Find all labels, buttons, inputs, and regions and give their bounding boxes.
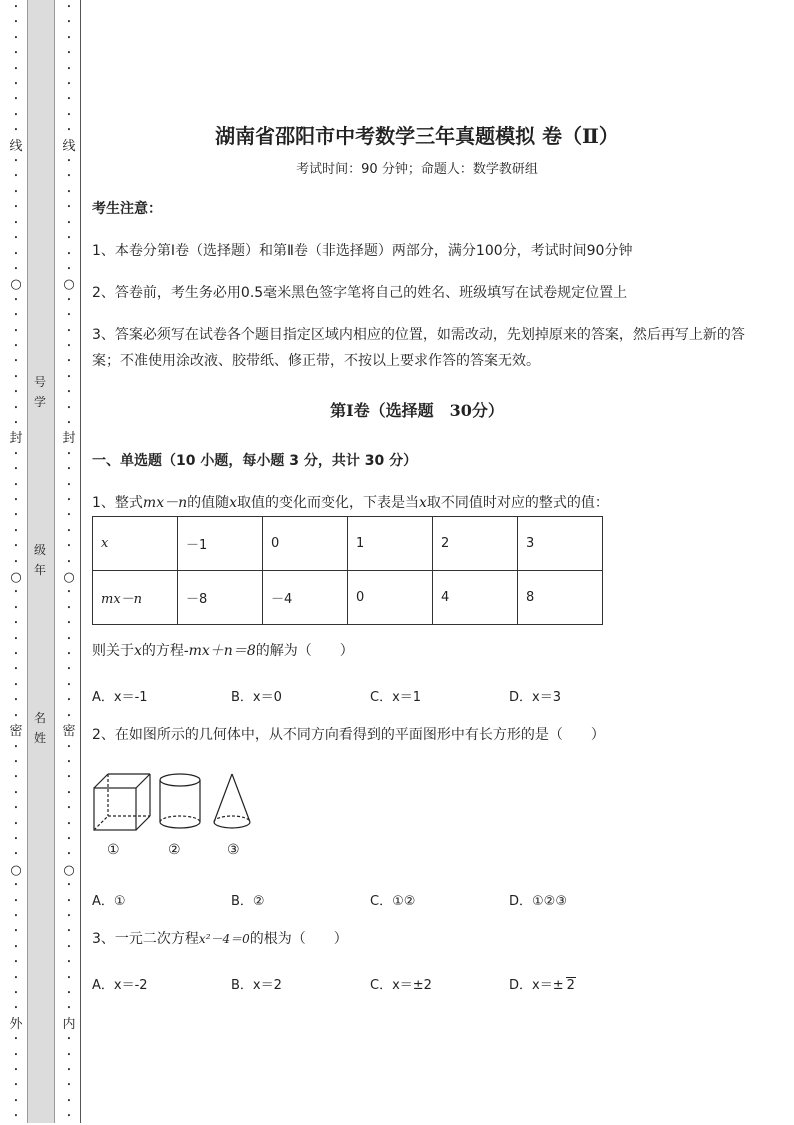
table-cell: 8 — [518, 571, 603, 625]
margin-dot: • — [66, 126, 72, 135]
table-cell: －1 — [178, 517, 263, 571]
margin-dot: • — [66, 834, 72, 843]
cube-shape — [94, 774, 150, 830]
margin-dot: • — [13, 804, 19, 813]
cylinder-shape — [160, 774, 200, 828]
margin-dot: • — [66, 203, 72, 212]
margin-dot: • — [66, 665, 72, 674]
exam-title: 湖南省邵阳市中考数学三年真题模拟 卷（Ⅱ） — [215, 124, 619, 148]
margin-dot: • — [13, 603, 19, 612]
margin-dot: • — [66, 711, 72, 720]
margin-dot: • — [13, 326, 19, 335]
part-title: 一、单选题（10 小题，每小题 3 分，共计 30 分） — [92, 453, 418, 469]
margin-dot: • — [13, 757, 19, 766]
margin-dot: • — [66, 927, 72, 936]
margin-dot: • — [13, 157, 19, 166]
margin-dot: • — [66, 80, 72, 89]
margin-dot: • — [13, 1112, 19, 1121]
margin-label: ○ — [10, 277, 22, 293]
margin-dot: • — [66, 650, 72, 659]
notice-item-3: 3、答案必须写在试卷各个题目指定区域内相应的位置，如需改动，先划掉原来的答案，然后再写上新的答案；不准使用涂改液、胶带纸、修正带，不按以上要求作答的答案无效。 — [92, 327, 745, 369]
margin-label: ○ — [63, 277, 75, 293]
bar-label-name: 名 姓 — [33, 711, 46, 745]
margin-dot: • — [13, 850, 19, 859]
section-title: 第Ⅰ卷（选择题 30分） — [330, 401, 504, 420]
notice-item-2: 2、答卷前，考生务必用0.5毫米黑色签字笔将自己的姓名、班级填写在试卷规定位置上 — [92, 285, 628, 301]
margin-label: 密 — [62, 724, 76, 740]
margin-dot: • — [66, 295, 72, 304]
margin-dot: • — [66, 496, 72, 504]
q3-option-a[interactable]: A．x＝-2 — [92, 978, 148, 993]
bar-label-grade: 级 年 — [33, 543, 46, 577]
margin-dot: • — [13, 80, 19, 89]
margin-dot: • — [13, 788, 19, 797]
margin-dot: • — [66, 603, 72, 612]
margin-dot: • — [66, 680, 72, 689]
margin-dot: • — [13, 110, 19, 119]
margin-dot: • — [66, 1066, 72, 1075]
q1-option-c[interactable]: C．x＝1 — [370, 690, 422, 705]
margin-dot: • — [66, 911, 72, 920]
margin-dot: • — [66, 110, 72, 119]
margin-dot: • — [13, 234, 19, 243]
margin-dot: • — [66, 95, 72, 104]
table-row — [93, 571, 603, 625]
margin-dot: • — [13, 773, 19, 782]
margin-dot: • — [66, 49, 72, 58]
margin-dot: • — [13, 742, 19, 751]
margin-label: 线 — [62, 138, 76, 154]
margin-label: 线 — [9, 138, 23, 154]
margin-dot: • — [66, 264, 72, 273]
margin-dot: • — [66, 850, 72, 859]
q2-option-d[interactable]: D．①②③ — [509, 894, 567, 909]
table-cell: 0 — [263, 517, 348, 571]
margin-dot: • — [66, 1096, 72, 1105]
margin-dot: • — [66, 942, 72, 951]
margin-dot: • — [13, 95, 19, 104]
margin-dot: • — [13, 295, 19, 304]
margin-dot: • — [13, 388, 19, 397]
q2-solids-figure — [92, 770, 262, 836]
outer-dot-column — [9, 0, 23, 1125]
table-cell: 1 — [348, 517, 433, 571]
q2-stem: 2、在如图所示的几何体中，从不同方向看得到的平面图形中有长方形的是（ ） — [92, 727, 605, 743]
margin-dot: • — [66, 18, 72, 27]
margin-dot: • — [66, 526, 72, 535]
margin-dot: • — [13, 249, 19, 258]
margin-dot: • — [13, 588, 19, 597]
margin-dot: • — [66, 480, 72, 489]
margin-dot: • — [13, 973, 19, 982]
margin-dot: • — [66, 619, 72, 628]
margin-dot: • — [13, 187, 19, 196]
inner-dot-column — [62, 0, 76, 1125]
table-cell: －8 — [178, 571, 263, 625]
table-cell: 2 — [433, 517, 518, 571]
margin-dot: • — [66, 1081, 72, 1090]
q1-option-a[interactable]: A．x＝-1 — [92, 690, 148, 705]
q1-expr: mx－n — [142, 495, 188, 511]
margin-dot: • — [13, 418, 19, 427]
margin-label: 密 — [9, 724, 23, 740]
q1-stem: 1、整式mx－n的值随x取值的变化而变化，下表是当x取不同值时对应的整式的值： — [92, 495, 609, 511]
margin-dot: • — [66, 1004, 72, 1013]
figure-label-3: ③ — [227, 842, 240, 858]
margin-dot: • — [13, 942, 19, 951]
margin-dot: • — [13, 927, 19, 936]
margin-label: 外 — [9, 1016, 23, 1032]
margin-dot: • — [13, 480, 19, 489]
margin-dot: • — [13, 680, 19, 689]
q1-option-b[interactable]: B．x＝0 — [231, 690, 282, 705]
margin-label: ○ — [10, 862, 22, 878]
margin-dot: • — [66, 234, 72, 243]
margin-dot: • — [13, 372, 19, 381]
margin-dot: • — [66, 773, 72, 782]
margin-dot: • — [66, 881, 72, 890]
margin-dot: • — [13, 526, 19, 535]
margin-dot: • — [66, 896, 72, 905]
margin-dot: • — [13, 18, 19, 27]
margin-dot: • — [13, 33, 19, 42]
margin-dot: • — [13, 1066, 19, 1075]
margin-dot: • — [66, 33, 72, 42]
q3-stem: 3、一元二次方程x²－4＝0的根为（ ） — [92, 931, 348, 947]
margin-dot: • — [13, 311, 19, 320]
margin-dot: • — [13, 619, 19, 628]
binding-margin — [0, 0, 90, 1123]
margin-dot: • — [13, 834, 19, 843]
margin-dot: • — [66, 819, 72, 828]
margin-dot: • — [13, 819, 19, 828]
margin-dot: • — [13, 896, 19, 905]
margin-dot: • — [13, 203, 19, 212]
margin-label: ○ — [63, 570, 75, 586]
margin-dot: • — [66, 1035, 72, 1044]
q2-option-b[interactable]: B．② — [231, 894, 265, 909]
margin-dot: • — [66, 372, 72, 381]
margin-dot: • — [66, 311, 72, 320]
margin-divider-line — [80, 0, 81, 1123]
margin-dot: • — [66, 588, 72, 597]
margin-dot: • — [66, 3, 72, 11]
q1-followup: 则关于x的方程-mx＋n＝8的解为（ ） — [92, 643, 354, 659]
margin-label: 封 — [9, 431, 23, 447]
table-cell: mx－n — [93, 571, 178, 625]
table-row — [93, 517, 603, 571]
q2-option-c[interactable]: C．①② — [370, 894, 416, 909]
margin-label: 封 — [62, 431, 76, 447]
margin-dot: • — [13, 665, 19, 674]
margin-dot: • — [13, 696, 19, 705]
margin-dot: • — [13, 911, 19, 920]
margin-dot: • — [13, 49, 19, 58]
figure-label-2: ② — [168, 842, 181, 858]
margin-dot: • — [66, 557, 72, 566]
margin-dot: • — [66, 357, 72, 366]
margin-dot: • — [66, 388, 72, 397]
q3-option-b[interactable]: B．x＝2 — [231, 978, 282, 993]
margin-dot: • — [66, 1050, 72, 1059]
margin-dot: • — [13, 218, 19, 227]
margin-dot: • — [66, 187, 72, 196]
margin-dot: • — [13, 172, 19, 181]
margin-dot: • — [13, 542, 19, 551]
margin-dot: • — [13, 650, 19, 659]
margin-dot: • — [66, 157, 72, 166]
margin-dot: • — [13, 465, 19, 474]
margin-dot: • — [13, 264, 19, 273]
margin-dot: • — [13, 989, 19, 997]
margin-dot: • — [66, 418, 72, 427]
q2-option-a[interactable]: A．① — [92, 894, 126, 909]
margin-dot: • — [13, 1081, 19, 1090]
margin-dot: • — [66, 757, 72, 766]
margin-dot: • — [13, 1004, 19, 1013]
margin-label: ○ — [63, 862, 75, 878]
margin-dot: • — [66, 172, 72, 181]
margin-dot: • — [13, 881, 19, 890]
margin-dot: • — [13, 557, 19, 566]
margin-dot: • — [13, 341, 19, 350]
margin-dot: • — [13, 496, 19, 504]
margin-dot: • — [66, 449, 72, 458]
margin-dot: • — [66, 1112, 72, 1121]
margin-dot: • — [13, 403, 19, 412]
margin-dot: • — [66, 465, 72, 474]
margin-dot: • — [13, 126, 19, 135]
q3-option-d[interactable]: D．x＝± 2 — [509, 978, 575, 993]
cone-shape — [214, 774, 250, 828]
margin-dot: • — [66, 511, 72, 520]
margin-dot: • — [66, 958, 72, 967]
exam-subtitle: 考试时间：90 分钟；命题人：数学教研组 — [296, 162, 538, 177]
margin-dot: • — [13, 1050, 19, 1059]
margin-dot: • — [13, 958, 19, 967]
margin-dot: • — [13, 1035, 19, 1044]
figure-label-1: ① — [107, 842, 120, 858]
margin-dot: • — [66, 788, 72, 797]
notice-heading: 考生注意： — [92, 201, 162, 217]
table-cell: －4 — [263, 571, 348, 625]
margin-label: 内 — [62, 1016, 76, 1032]
margin-label: ○ — [10, 570, 22, 586]
notice-item-1: 1、本卷分第Ⅰ卷（选择题）和第Ⅱ卷（非选择题）两部分，满分100分，考试时间90分钟 — [92, 243, 633, 259]
margin-dot: • — [66, 634, 72, 643]
margin-dot: • — [13, 357, 19, 366]
margin-dot: • — [66, 542, 72, 551]
margin-dot: • — [66, 218, 72, 227]
margin-dot: • — [13, 3, 19, 11]
table-cell: x — [93, 517, 178, 571]
margin-dot: • — [13, 711, 19, 720]
q3-option-c[interactable]: C．x＝±2 — [370, 978, 432, 993]
margin-dot: • — [66, 804, 72, 813]
margin-dot: • — [66, 64, 72, 73]
table-cell: 0 — [348, 571, 433, 625]
q1-option-d[interactable]: D．x＝3 — [509, 690, 561, 705]
margin-dot: • — [66, 403, 72, 412]
margin-dot: • — [66, 249, 72, 258]
q3-equation: x²－4＝0 — [198, 932, 250, 946]
margin-dot: • — [66, 326, 72, 335]
table-cell: 3 — [518, 517, 603, 571]
margin-dot: • — [66, 742, 72, 751]
margin-dot: • — [66, 341, 72, 350]
q1-value-table — [92, 516, 603, 625]
margin-dot: • — [13, 64, 19, 73]
bar-label-student-id: 号 学 — [33, 375, 46, 409]
margin-dot: • — [13, 1096, 19, 1105]
margin-dot: • — [13, 634, 19, 643]
margin-dot: • — [66, 989, 72, 997]
table-cell: 4 — [433, 571, 518, 625]
margin-dot: • — [13, 511, 19, 520]
margin-dot: • — [66, 696, 72, 705]
sqrt-radicand: 2 — [566, 978, 575, 993]
margin-dot: • — [13, 449, 19, 458]
margin-dot: • — [66, 973, 72, 982]
